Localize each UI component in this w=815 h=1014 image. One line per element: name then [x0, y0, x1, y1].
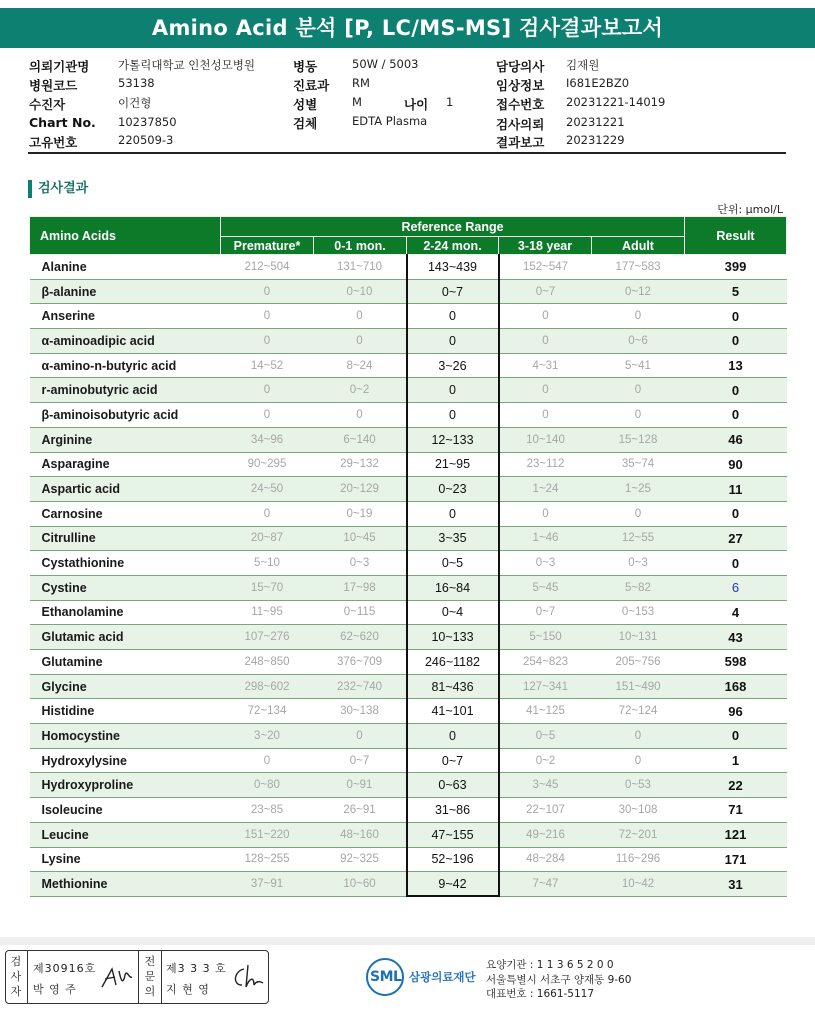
unique-value: 220509-3	[118, 133, 174, 147]
patient-label: 수진자	[29, 97, 66, 112]
tester-label-text: 검사자	[10, 955, 22, 998]
amino-acid-name: Cystathionine	[30, 551, 221, 576]
result-value: 171	[685, 847, 787, 872]
reference-range-cell: 0~91	[314, 773, 407, 798]
reference-range-cell: 0~153	[592, 600, 685, 625]
report-title: Amino Acid 분석 [P, LC/MS-MS] 검사결과보고서	[0, 8, 815, 48]
table-row	[30, 699, 787, 724]
reference-range-cell: 24~50	[221, 477, 314, 502]
amino-acid-name: Leucine	[30, 822, 221, 847]
reference-range-cell: 116~296	[592, 847, 685, 872]
reference-range-cell: 3~26	[407, 353, 499, 378]
reference-range-cell: 107~276	[221, 625, 314, 650]
code-value: 53138	[118, 76, 155, 90]
reference-range-cell: 15~70	[221, 575, 314, 600]
result-value: 22	[685, 773, 787, 798]
specimen-label: 검체	[293, 116, 318, 131]
reference-range-cell: 0	[407, 403, 499, 428]
reviewer-number: 제3 3 3 호	[166, 962, 227, 975]
logo-text: SML	[370, 969, 402, 985]
result-value: 5	[685, 279, 787, 304]
reference-range-cell: 49~216	[499, 822, 592, 847]
amino-acid-name: Homocystine	[30, 724, 221, 749]
reference-range-cell: 4~31	[499, 353, 592, 378]
amino-acid-name: Asparagine	[30, 452, 221, 477]
reference-range-cell: 0	[499, 329, 592, 354]
reference-range-cell: 152~547	[499, 255, 592, 280]
reference-range-cell: 62~620	[314, 625, 407, 650]
reference-range-cell: 0	[499, 378, 592, 403]
amino-acid-name: β-aminoisobutyric acid	[30, 403, 221, 428]
report-date-label: 결과보고	[496, 135, 545, 150]
reference-range-cell: 41~125	[499, 699, 592, 724]
table-row	[30, 674, 787, 699]
tester-signature-icon	[99, 965, 135, 991]
reference-range-cell: 0~3	[499, 551, 592, 576]
reference-range-cell: 5~82	[592, 575, 685, 600]
reference-range-cell: 0~5	[499, 724, 592, 749]
amino-acid-name: Hydroxylysine	[30, 748, 221, 773]
reference-range-cell: 3~45	[499, 773, 592, 798]
signature-box	[5, 950, 269, 1004]
reference-range-cell: 0~53	[592, 773, 685, 798]
reference-range-cell: 0~19	[314, 501, 407, 526]
reference-range-cell: 0~7	[499, 279, 592, 304]
table-row	[30, 847, 787, 872]
reference-range-cell: 8~24	[314, 353, 407, 378]
reference-range-cell: 0~63	[407, 773, 499, 798]
amino-acid-name: Glutamine	[30, 650, 221, 675]
reference-range-cell: 72~134	[221, 699, 314, 724]
header-premature: Premature*	[221, 237, 314, 255]
reference-range-cell: 298~602	[221, 674, 314, 699]
reference-range-cell: 81~436	[407, 674, 499, 699]
result-value: 4	[685, 600, 787, 625]
age-value: 1	[446, 95, 454, 109]
result-value: 0	[685, 329, 787, 354]
reference-range-cell: 11~95	[221, 600, 314, 625]
unit-label: 단위: μmol/L	[717, 203, 783, 216]
table-row	[30, 501, 787, 526]
reference-range-cell: 0	[221, 748, 314, 773]
sign-separator	[27, 951, 28, 1003]
ward-value: 50W / 5003	[352, 57, 419, 71]
table-row	[30, 255, 787, 280]
reference-range-cell: 3~35	[407, 526, 499, 551]
header-adult: Adult	[592, 237, 685, 255]
reference-range-cell: 0~7	[407, 748, 499, 773]
reference-range-cell: 0~12	[592, 279, 685, 304]
reference-range-cell: 0~7	[314, 748, 407, 773]
reference-range-cell: 151~220	[221, 822, 314, 847]
reference-range-cell: 0~6	[592, 329, 685, 354]
reference-range-cell: 15~128	[592, 427, 685, 452]
reference-range-cell: 52~196	[407, 847, 499, 872]
reference-range-cell: 0	[407, 329, 499, 354]
table-row	[30, 452, 787, 477]
reference-range-cell: 30~108	[592, 798, 685, 823]
clinical-label: 임상정보	[496, 78, 545, 93]
reference-range-cell: 0	[407, 304, 499, 329]
reference-range-cell: 92~325	[314, 847, 407, 872]
reference-range-cell: 5~150	[499, 625, 592, 650]
reference-range-cell: 34~96	[221, 427, 314, 452]
reference-range-cell: 7~47	[499, 872, 592, 897]
table-row	[30, 822, 787, 847]
amino-acid-name: Methionine	[30, 872, 221, 897]
table-row	[30, 798, 787, 823]
result-value: 0	[685, 304, 787, 329]
result-value: 0	[685, 724, 787, 749]
reference-range-cell: 23~112	[499, 452, 592, 477]
reference-range-cell: 0~3	[592, 551, 685, 576]
reference-range-cell: 30~138	[314, 699, 407, 724]
amino-acid-name: r-aminobutyric acid	[30, 378, 221, 403]
patient-value: 이건형	[118, 96, 152, 110]
amino-acid-name: Lysine	[30, 847, 221, 872]
header-0-1-mon: 0-1 mon.	[314, 237, 407, 255]
table-row	[30, 551, 787, 576]
reference-range-cell: 10~42	[592, 872, 685, 897]
reference-range-cell: 0	[592, 304, 685, 329]
receipt-label: 접수번호	[496, 97, 545, 112]
reviewer-label-text: 전문의	[144, 955, 156, 998]
reference-range-cell: 72~201	[592, 822, 685, 847]
reference-range-cell: 1~25	[592, 477, 685, 502]
amino-acid-name: Aspartic acid	[30, 477, 221, 502]
reference-range-cell: 14~52	[221, 353, 314, 378]
result-value: 31	[685, 872, 787, 897]
header-amino-acids: Amino Acids	[30, 217, 221, 255]
sign-separator	[161, 951, 162, 1003]
result-value: 71	[685, 798, 787, 823]
org-address: 서울특별시 서초구 양재동 9-60	[486, 973, 632, 986]
reference-range-cell: 232~740	[314, 674, 407, 699]
result-value: 43	[685, 625, 787, 650]
sex-label: 성별	[293, 97, 318, 112]
info-divider	[28, 152, 786, 154]
result-value: 399	[685, 255, 787, 280]
reference-range-cell: 0	[314, 304, 407, 329]
table-row	[30, 748, 787, 773]
table-row	[30, 773, 787, 798]
result-body	[30, 255, 787, 897]
reference-range-cell: 26~91	[314, 798, 407, 823]
amino-acid-name: Hydroxyproline	[30, 773, 221, 798]
reference-range-cell: 20~87	[221, 526, 314, 551]
reference-range-cell: 0	[407, 724, 499, 749]
reference-range-cell: 23~85	[221, 798, 314, 823]
code-label: 병원코드	[29, 78, 78, 93]
reference-range-cell: 0~2	[314, 378, 407, 403]
reference-range-cell: 0	[592, 403, 685, 428]
tester-name: 박 영 주	[33, 983, 77, 996]
reference-range-cell: 0	[407, 501, 499, 526]
reference-range-cell: 6~140	[314, 427, 407, 452]
age-label: 나이	[404, 97, 429, 112]
reference-range-cell: 90~295	[221, 452, 314, 477]
table-row	[30, 378, 787, 403]
reference-range-cell: 0	[221, 378, 314, 403]
reference-range-cell: 376~709	[314, 650, 407, 675]
hospital-label: 의뢰기관명	[29, 59, 90, 74]
amino-acid-name: α-amino-n-butyric acid	[30, 353, 221, 378]
reference-range-cell: 0~3	[314, 551, 407, 576]
reference-range-cell: 10~60	[314, 872, 407, 897]
result-value: 121	[685, 822, 787, 847]
sign-separator	[138, 951, 139, 1003]
reference-range-cell: 22~107	[499, 798, 592, 823]
reviewer-label	[142, 954, 158, 999]
reference-range-cell: 0	[499, 501, 592, 526]
clinical-value: I681E2BZ0	[566, 76, 630, 90]
reference-range-cell: 0	[221, 329, 314, 354]
reference-range-cell: 0	[314, 724, 407, 749]
footer-divider	[0, 937, 815, 945]
result-value: 27	[685, 526, 787, 551]
reference-range-cell: 0~4	[407, 600, 499, 625]
report-date-value: 20231229	[566, 133, 625, 147]
org-name: 삼광의료재단	[409, 970, 476, 984]
reference-range-cell: 48~160	[314, 822, 407, 847]
table-row	[30, 872, 787, 897]
reference-range-cell: 20~129	[314, 477, 407, 502]
reference-range-cell: 5~41	[592, 353, 685, 378]
reference-range-cell: 0	[221, 279, 314, 304]
reference-range-cell: 254~823	[499, 650, 592, 675]
sex-value: M	[352, 95, 362, 109]
reference-range-cell: 47~155	[407, 822, 499, 847]
org-code: 요양기관 : 1 1 3 6 5 2 0 0	[486, 959, 614, 971]
amino-acid-name: Isoleucine	[30, 798, 221, 823]
table-row	[30, 304, 787, 329]
table-row	[30, 724, 787, 749]
specimen-value: EDTA Plasma	[352, 114, 428, 128]
patient-info	[0, 56, 815, 152]
reference-range-cell: 0~115	[314, 600, 407, 625]
reference-range-cell: 1~46	[499, 526, 592, 551]
amino-acid-name: Ethanolamine	[30, 600, 221, 625]
reference-range-cell: 0~5	[407, 551, 499, 576]
result-value: 168	[685, 674, 787, 699]
result-value: 11	[685, 477, 787, 502]
reference-range-cell: 0	[592, 724, 685, 749]
amino-acid-name: Glutamic acid	[30, 625, 221, 650]
amino-acid-name: Alanine	[30, 255, 221, 280]
doctor-label: 담당의사	[496, 59, 545, 74]
reference-range-cell: 17~98	[314, 575, 407, 600]
amino-acid-name: β-alanine	[30, 279, 221, 304]
reference-range-cell: 0	[314, 329, 407, 354]
reference-range-cell: 0~7	[499, 600, 592, 625]
reference-range-cell: 10~45	[314, 526, 407, 551]
reference-range-cell: 128~255	[221, 847, 314, 872]
request-value: 20231221	[566, 115, 625, 129]
amino-acid-name: Anserine	[30, 304, 221, 329]
reference-range-cell: 151~490	[592, 674, 685, 699]
reference-range-cell: 72~124	[592, 699, 685, 724]
hospital-value: 가톨릭대학교 인천성모병원	[118, 58, 255, 72]
section-title: 검사결과	[28, 180, 88, 198]
reference-range-cell: 37~91	[221, 872, 314, 897]
result-value: 46	[685, 427, 787, 452]
result-value: 0	[685, 378, 787, 403]
reference-range-cell: 212~504	[221, 255, 314, 280]
reference-range-cell: 248~850	[221, 650, 314, 675]
result-value: 598	[685, 650, 787, 675]
table-row	[30, 279, 787, 304]
reference-range-cell: 10~131	[592, 625, 685, 650]
reference-range-cell: 0~80	[221, 773, 314, 798]
result-value: 0	[685, 403, 787, 428]
reference-range-cell: 0	[221, 403, 314, 428]
reference-range-cell: 3~20	[221, 724, 314, 749]
reference-range-cell: 48~284	[499, 847, 592, 872]
reference-range-cell: 41~101	[407, 699, 499, 724]
reference-range-cell: 0	[499, 304, 592, 329]
reference-range-cell: 0	[314, 403, 407, 428]
org-info	[486, 958, 631, 1002]
reference-range-cell: 0	[407, 378, 499, 403]
chart-label: Chart No.	[29, 115, 96, 130]
doctor-value: 김재원	[566, 58, 600, 72]
table-row	[30, 403, 787, 428]
reference-range-cell: 0~2	[499, 748, 592, 773]
reference-range-cell: 5~10	[221, 551, 314, 576]
amino-acid-name: Cystine	[30, 575, 221, 600]
org-phone: 대표번호 : 1661-5117	[486, 988, 595, 1000]
reviewer-name: 지 현 영	[166, 983, 210, 996]
reference-range-cell: 0	[499, 403, 592, 428]
amino-acid-name: α-aminoadipic acid	[30, 329, 221, 354]
amino-acid-name: Citrulline	[30, 526, 221, 551]
reference-range-cell: 12~55	[592, 526, 685, 551]
reviewer-signature-icon	[230, 963, 266, 991]
reference-range-cell: 143~439	[407, 255, 499, 280]
table-row	[30, 625, 787, 650]
header-result: Result	[685, 217, 787, 255]
unique-label: 고유번호	[29, 135, 78, 150]
reference-range-cell: 0	[592, 501, 685, 526]
table-row	[30, 600, 787, 625]
chart-value: 10237850	[118, 115, 177, 129]
reference-range-cell: 0	[592, 748, 685, 773]
reference-range-cell: 16~84	[407, 575, 499, 600]
header-2-24-mon: 2-24 mon.	[407, 237, 499, 255]
reference-range-cell: 0	[221, 501, 314, 526]
table-row	[30, 650, 787, 675]
amino-acid-name: Glycine	[30, 674, 221, 699]
reference-range-cell: 0	[221, 304, 314, 329]
result-value: 0	[685, 501, 787, 526]
result-value: 13	[685, 353, 787, 378]
table-row	[30, 477, 787, 502]
reference-range-cell: 5~45	[499, 575, 592, 600]
result-value: 1	[685, 748, 787, 773]
reference-range-cell: 9~42	[407, 872, 499, 897]
sml-logo-icon	[366, 958, 404, 996]
reference-range-cell: 177~583	[592, 255, 685, 280]
ward-label: 병동	[293, 59, 318, 74]
request-label: 검사의뢰	[496, 117, 545, 132]
result-value: 6	[685, 575, 787, 600]
tester-number: 제30916호	[33, 962, 97, 975]
reference-range-cell: 131~710	[314, 255, 407, 280]
amino-acid-name: Histidine	[30, 699, 221, 724]
table-row	[30, 329, 787, 354]
reference-range-cell: 127~341	[499, 674, 592, 699]
result-table	[29, 216, 787, 897]
result-value: 96	[685, 699, 787, 724]
receipt-value: 20231221-14019	[566, 95, 666, 109]
amino-acid-name: Arginine	[30, 427, 221, 452]
table-row	[30, 427, 787, 452]
reference-range-cell: 1~24	[499, 477, 592, 502]
table-row	[30, 526, 787, 551]
reference-range-cell: 246~1182	[407, 650, 499, 675]
result-value: 0	[685, 551, 787, 576]
table-row	[30, 353, 787, 378]
reference-range-cell: 205~756	[592, 650, 685, 675]
reference-range-cell: 35~74	[592, 452, 685, 477]
reference-range-cell: 0~10	[314, 279, 407, 304]
reference-range-cell: 29~132	[314, 452, 407, 477]
header-reference-range: Reference Range	[221, 217, 685, 237]
table-row	[30, 575, 787, 600]
amino-acid-name: Carnosine	[30, 501, 221, 526]
reference-range-cell: 0	[592, 378, 685, 403]
result-value: 90	[685, 452, 787, 477]
reference-range-cell: 10~140	[499, 427, 592, 452]
header-3-18-year: 3-18 year	[499, 237, 592, 255]
dept-label: 진료과	[293, 78, 330, 93]
dept-value: RM	[352, 76, 370, 90]
reference-range-cell: 12~133	[407, 427, 499, 452]
reference-range-cell: 0~23	[407, 477, 499, 502]
reference-range-cell: 21~95	[407, 452, 499, 477]
reference-range-cell: 10~133	[407, 625, 499, 650]
tester-label	[8, 954, 24, 999]
reference-range-cell: 31~86	[407, 798, 499, 823]
reference-range-cell: 0~7	[407, 279, 499, 304]
